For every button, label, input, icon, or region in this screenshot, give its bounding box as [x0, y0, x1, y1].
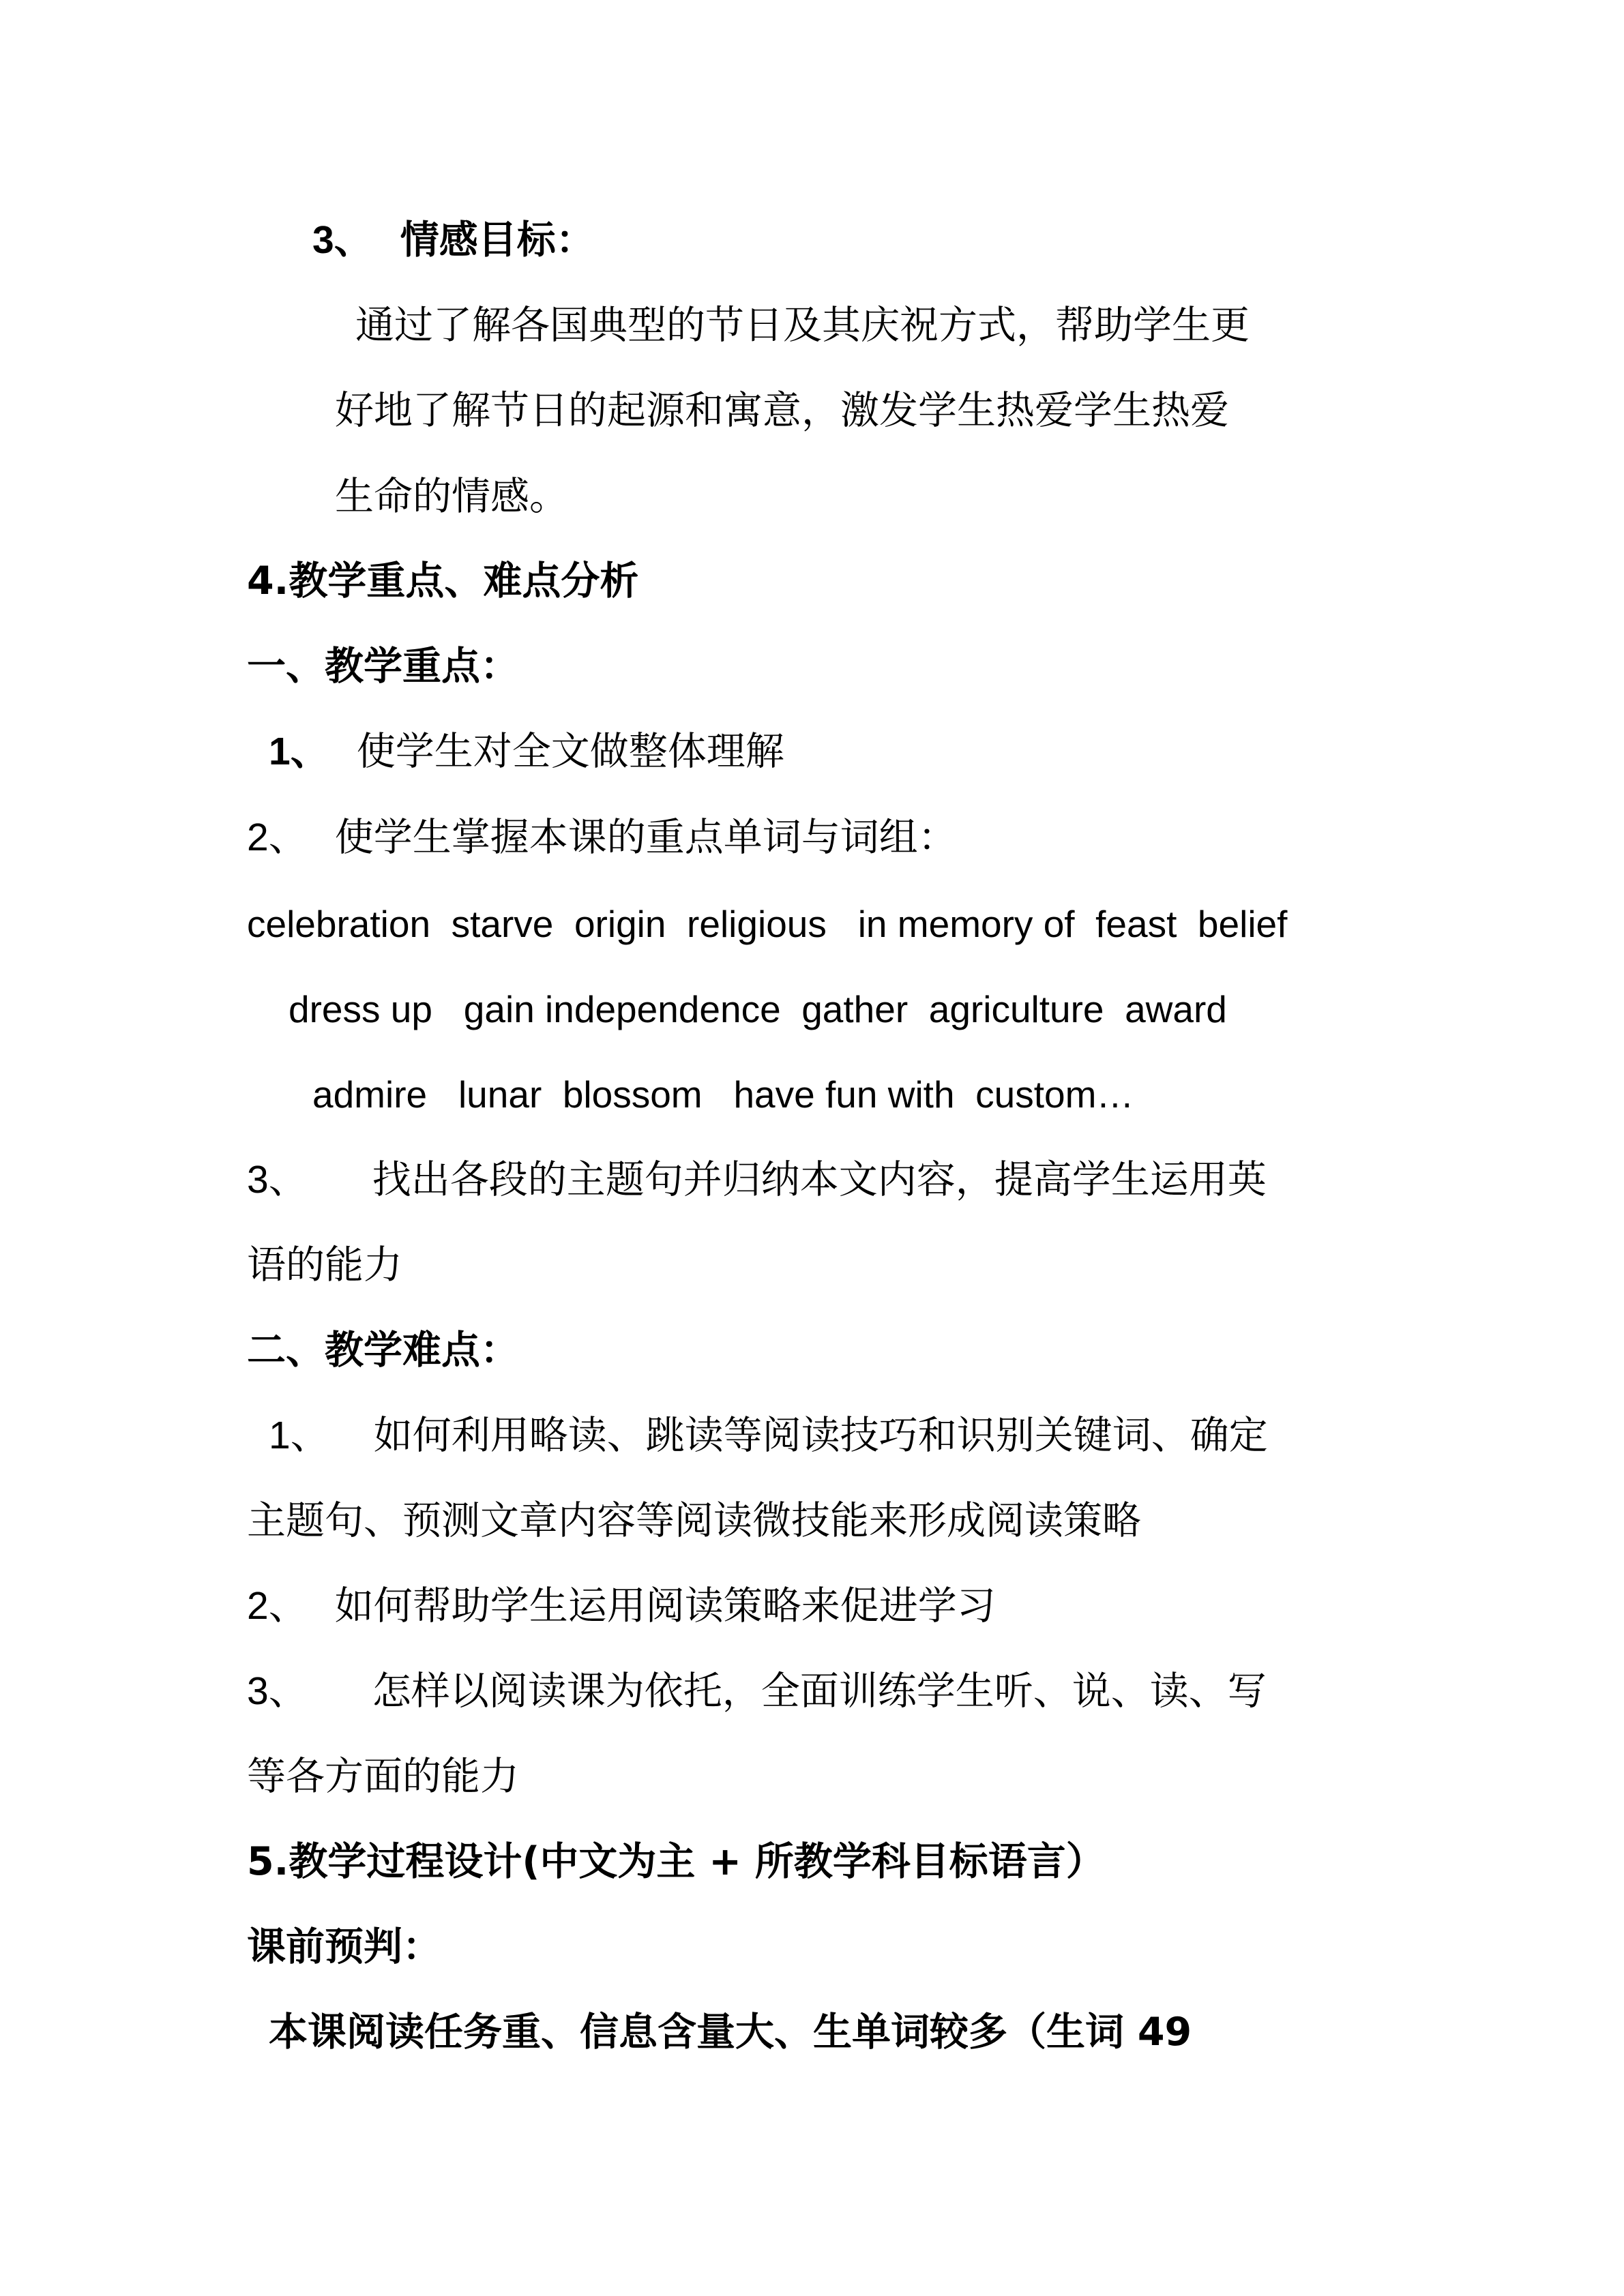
focus-item-3-cont: 语的能力: [247, 1242, 402, 1287]
section3-body-line-2: 好地了解节日的起源和寓意，激发学生热爱学生热爱: [335, 388, 1229, 433]
section3-body-line-3: 生命的情感。: [335, 474, 568, 519]
difficulty-item-2-number: 2、: [247, 1584, 308, 1628]
focus-heading: 一、教学重点：: [247, 644, 519, 689]
focus-item-2-text: 使学生掌握本课的重点单词与词组：: [334, 815, 957, 860]
section3-number: 3、: [312, 218, 373, 262]
difficulty-item-3-cont: 等各方面的能力: [247, 1754, 519, 1799]
vocab-line-2: dress up gain independence gather agriculture award: [289, 988, 1227, 1030]
difficulty-item-3-text: 怎样以阅读课为依托，全面训练学生听、说、读、写: [372, 1669, 1267, 1714]
difficulty-item-3-number: 3、: [247, 1669, 308, 1713]
difficulty-item-1-number: 1、: [269, 1414, 329, 1457]
focus-item-1-text: 使学生对全文做整体理解: [356, 729, 784, 774]
section3-body-line-1: 通过了解各国典型的节日及其庆祝方式，帮助学生更: [355, 303, 1250, 348]
pre-judgement-heading: 课前预判：: [247, 1924, 441, 1969]
focus-item-1-number: 1、: [269, 730, 329, 773]
difficulty-item-1: [269, 1408, 1268, 1463]
section5-heading: 5.教学过程设计(中文为主 + 所教学科目标语言）: [247, 1839, 1105, 1884]
section3-heading: [312, 213, 595, 267]
focus-item-1: [269, 724, 784, 779]
section4-heading: 4.教学重点、难点分析: [247, 558, 639, 603]
vocab-line-3: admire lunar blossom have fun with custom…: [312, 1073, 1134, 1116]
difficulty-heading: 二、教学难点：: [247, 1328, 519, 1373]
focus-item-2: [247, 810, 957, 865]
focus-item-3-text: 找出各段的主题句并归纳本文内容，提高学生运用英: [372, 1157, 1267, 1202]
difficulty-item-1-text: 如何利用略读、跳读等阅读技巧和识别关键词、确定: [373, 1413, 1268, 1458]
focus-item-3-number: 3、: [247, 1158, 308, 1202]
difficulty-item-1-cont: 主题句、预测文章内容等阅读微技能来形成阅读策略: [247, 1498, 1141, 1543]
difficulty-item-2: [247, 1579, 996, 1633]
pre-judgement-text: 本课阅读任务重、信息含量大、生单词较多（生词 49: [269, 2010, 1192, 2055]
section3-title: 情感目标：: [400, 218, 595, 263]
vocab-line-1: celebration starve origin religious in memory of feast belief: [247, 903, 1288, 945]
focus-item-2-number: 2、: [247, 816, 308, 859]
difficulty-item-3: [247, 1664, 1267, 1718]
focus-item-3: [247, 1152, 1267, 1207]
difficulty-item-2-text: 如何帮助学生运用阅读策略来促进学习: [334, 1583, 996, 1628]
